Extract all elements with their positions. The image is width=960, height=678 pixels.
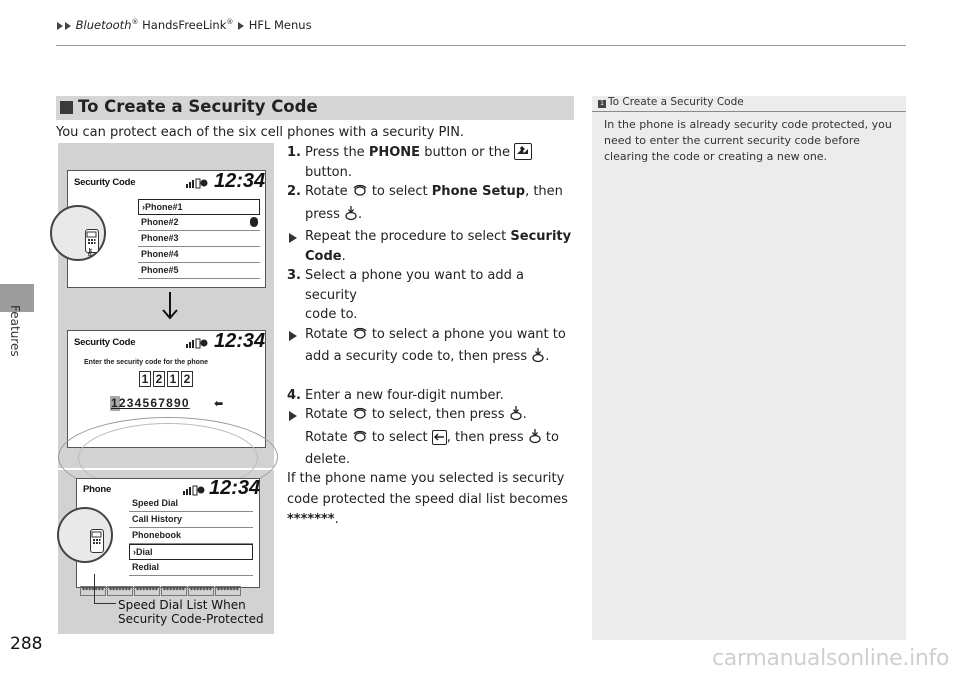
step-4: 4. Enter a new four-digit number. <box>287 387 504 403</box>
speed-dial-star-entry: ******* <box>82 587 104 594</box>
menu-item-redial[interactable]: Redial <box>129 560 253 576</box>
bullet-arrow-icon <box>289 411 297 421</box>
list-item-phone-1[interactable]: ›Phone#1 <box>138 199 260 215</box>
signal-icon <box>186 337 208 352</box>
sidebar-title: 1 To Create a Security Code <box>598 96 744 108</box>
chapter-label: Features <box>8 305 22 357</box>
code-digit: 1 <box>139 371 151 387</box>
breadcrumb-bluetooth[interactable]: Bluetooth <box>75 18 132 32</box>
rotate-knob-icon <box>352 182 368 205</box>
screen-security-code-list <box>67 170 266 288</box>
screen-title: Security Code <box>74 177 136 188</box>
code-entry <box>139 371 193 387</box>
bullet-arrow-icon <box>289 233 297 243</box>
list-item-phone-2[interactable]: Phone#2 <box>138 215 260 231</box>
phone-icon <box>90 529 104 553</box>
signal-icon <box>186 177 208 192</box>
section-title: To Create a Security Code <box>78 97 318 116</box>
bullet-arrow-icon <box>289 331 297 341</box>
watermark: carmanualsonline.info <box>712 646 950 671</box>
phone-key-icon <box>514 143 532 160</box>
press-knob-icon <box>344 205 358 228</box>
menu-item-dial[interactable]: ›Dial <box>129 544 253 560</box>
breadcrumb-handsfreelink[interactable]: HandsFreeLink <box>142 18 227 32</box>
key-icon: ⚷ <box>86 247 94 258</box>
list-item-phone-4[interactable]: Phone#4 <box>138 247 260 263</box>
menu-item-call-history[interactable]: Call History <box>129 512 253 528</box>
screen-enter-code <box>67 330 266 448</box>
screen-phone-menu <box>76 477 261 594</box>
sidebar-panel <box>592 96 906 640</box>
section-square-icon <box>60 101 73 114</box>
press-knob-icon <box>531 347 545 370</box>
rotate-knob-icon <box>352 325 368 348</box>
steps-list <box>287 143 577 470</box>
backspace-icon[interactable]: ⬅ <box>214 397 224 410</box>
screen-clock: 12:34 <box>209 477 261 499</box>
menu-item-speed-dial[interactable]: Speed Dial <box>129 496 253 512</box>
phone-dial-graphic <box>57 507 113 563</box>
down-arrow-icon <box>160 292 180 325</box>
page-number: 288 <box>10 634 43 654</box>
bluetooth-icon <box>250 217 258 227</box>
speed-dial-star-entry: ******* <box>108 587 131 594</box>
step-3-sub: Rotate to select a phone you want to add a security code to, then press . <box>287 325 577 370</box>
sidebar-rule <box>592 111 906 112</box>
header-rule <box>56 45 906 46</box>
menu-item-phonebook[interactable]: Phonebook <box>129 528 253 544</box>
intro-text: You can protect each of the six cell phones with a security PIN. <box>56 125 465 140</box>
screen-clock: 12:34 <box>214 170 266 192</box>
phone-list <box>138 199 260 279</box>
step-3: 3. Select a phone you want to add a security code to. <box>287 268 524 322</box>
rotate-knob-icon <box>352 405 368 428</box>
sidebar-note: In the phone is already security code protected, you need to enter the current security code before clearing the code or creating a new one. <box>604 118 892 163</box>
breadcrumb-arrow-icon <box>65 22 71 30</box>
rotate-knob-icon <box>352 428 368 451</box>
list-item-phone-5[interactable]: Phone#5 <box>138 263 260 279</box>
step-2-sub: Repeat the procedure to select Security Code. <box>287 227 577 266</box>
digit-selector[interactable]: 1234567890 <box>111 396 190 410</box>
code-digit: 2 <box>181 371 193 387</box>
breadcrumb <box>56 18 312 32</box>
backspace-key-icon <box>432 430 447 445</box>
callout-text: Speed Dial List When Security Code-Protected <box>118 598 264 626</box>
registered-mark: ® <box>131 18 139 27</box>
press-knob-icon <box>509 405 523 428</box>
breadcrumb-arrow-icon <box>238 22 244 30</box>
breadcrumb-hfl-menus[interactable]: HFL Menus <box>248 18 312 32</box>
phone-button-label: PHONE <box>368 145 421 160</box>
screen-title: Phone <box>83 484 112 495</box>
speed-dial-star-entry: ******* <box>216 587 239 594</box>
screen-clock: 12:34 <box>214 330 266 352</box>
step-1: 1. Press the PHONE button or the button. <box>287 143 577 182</box>
press-knob-icon <box>528 428 542 451</box>
speed-dial-star-entry: ******* <box>162 587 185 594</box>
code-prompt: Enter the security code for the phone <box>84 359 209 366</box>
step-4-sub: Rotate to select, then press . Rotate to select , then press to delete. <box>287 405 577 470</box>
speed-dial-star-entry: ******* <box>189 587 212 594</box>
list-item-phone-3[interactable]: Phone#3 <box>138 231 260 247</box>
screen-title: Security Code <box>74 337 136 348</box>
sidebar-marker: 1 <box>598 100 606 108</box>
callout-leader <box>94 574 116 604</box>
speed-dial-star-entry: ******* <box>135 587 158 594</box>
phone-menu-list <box>129 496 253 576</box>
speed-dial-note: If the phone name you selected is security code protected the speed dial list becomes *******. <box>287 471 568 527</box>
breadcrumb-arrow-icon <box>57 22 63 30</box>
code-digit: 1 <box>167 371 179 387</box>
registered-mark: ® <box>226 18 234 27</box>
code-digit: 2 <box>153 371 165 387</box>
step-2: 2. Rotate to select Phone Setup, then press . <box>287 182 577 227</box>
